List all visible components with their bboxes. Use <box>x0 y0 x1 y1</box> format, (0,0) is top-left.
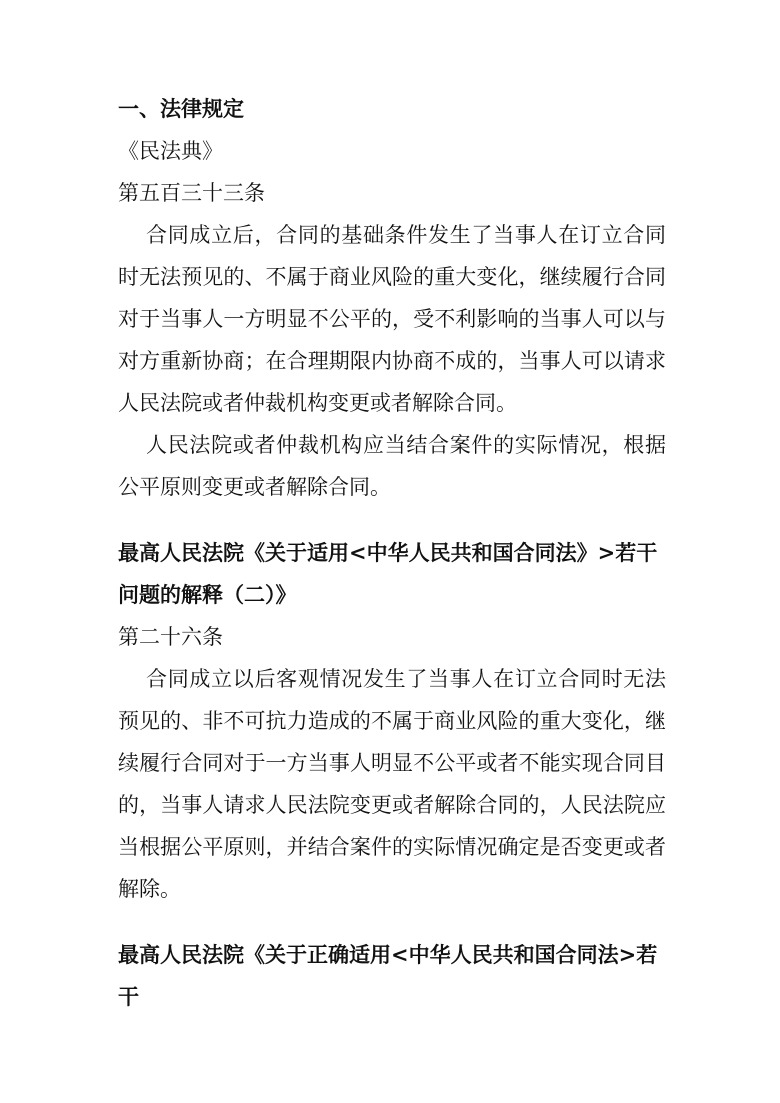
article-number: 第二十六条 <box>118 625 223 649</box>
spacer <box>118 508 666 532</box>
interpretation-title: 最高人民法院《关于正确适用<中华人民共和国合同法>若干 <box>118 942 658 1009</box>
article-paragraph: 合同成立以后客观情况发生了当事人在订立合同时无法预见的、非不可抗力造成的不属于商业风险的重大变化，继续履行合同对于一方当事人明显不公平或者不能实现合同目的，当事人请求人民法院变更或者解除合同的，人民法院应当根据公平原则，并结合案件的实际情况确定是否变更或者解除。 <box>118 667 666 901</box>
section-heading: 一、法律规定 <box>118 96 244 121</box>
law-title: 《民法典》 <box>118 139 223 163</box>
interpretation-title: 最高人民法院《关于适用<中华人民共和国合同法》>若干问题的解释（二）》 <box>118 540 658 607</box>
document-page <box>118 88 666 1018</box>
spacer <box>118 910 666 934</box>
article-paragraph: 人民法院或者仲裁机构应当结合案件的实际情况，根据公平原则变更或者解除合同。 <box>118 433 666 499</box>
article-paragraph: 合同成立后，合同的基础条件发生了当事人在订立合同时无法预见的、不属于商业风险的重大变化，继续履行合同对于当事人一方明显不公平的，受不利影响的当事人可以与对方重新协商；在合理期限内协商不成的，当事人可以请求人民法院或者仲裁机构变更或者解除合同。 <box>118 223 666 415</box>
article-number: 第五百三十三条 <box>118 181 265 205</box>
